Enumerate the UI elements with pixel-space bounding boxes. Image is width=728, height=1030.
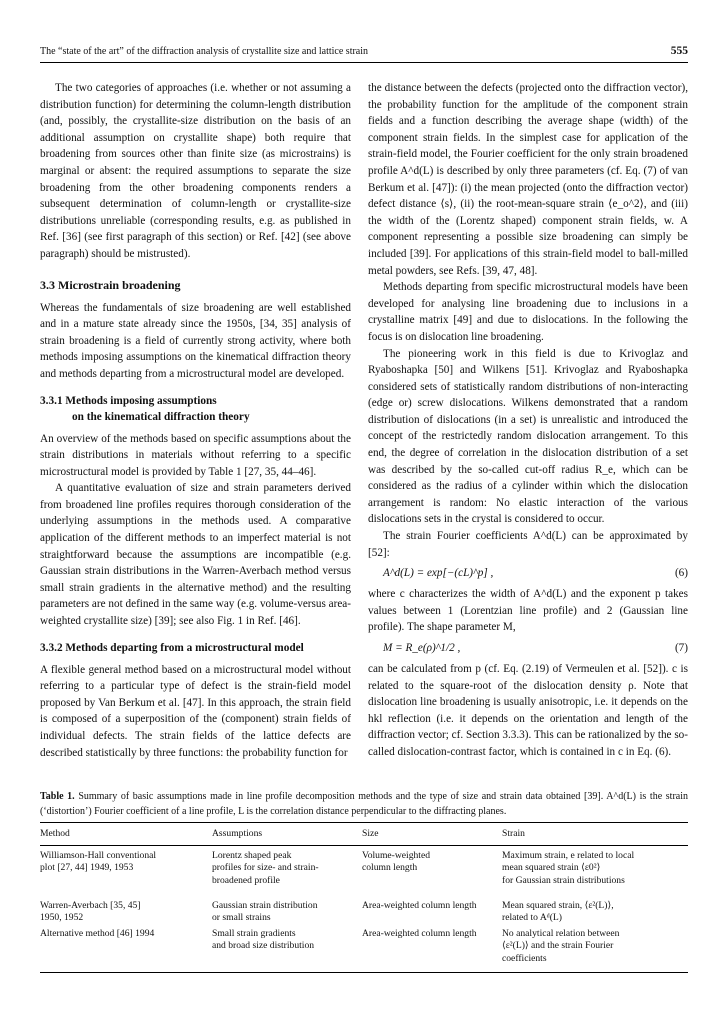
table-header-assumptions: Assumptions <box>212 828 263 839</box>
table-caption-label: Table 1. <box>40 791 75 802</box>
table-row <box>40 924 688 972</box>
cell-line: Area-weighted column length <box>362 900 477 911</box>
equation-6 <box>368 565 688 582</box>
cell-line: No analytical relation between <box>502 928 620 939</box>
subsection-heading-assumptions <box>40 393 351 425</box>
cell-line: profiles for size- and strain- <box>212 862 319 874</box>
cell-line: Mean squared strain, ⟨ε²(L)⟩, <box>502 900 614 911</box>
cell-line: ⟨ε²(L)⟩ and the strain Fourier <box>502 940 614 952</box>
table-header-size: Size <box>362 828 379 839</box>
cell-line: for Gaussian strain distributions <box>502 874 625 886</box>
subsection-heading-line2: on the kinematical diffraction theory <box>72 410 250 423</box>
table-cell-method <box>40 850 200 875</box>
cell-line: Alternative method [46] 1994 <box>40 928 155 939</box>
cell-line: plot [27, 44] 1949, 1953 <box>40 862 134 874</box>
cell-line: Lorentz shaped peak <box>212 850 292 861</box>
paragraph-microstrain-intro: Whereas the fundamentals of size broadening are well established and in a mature state already since the 1950s, [34, 35] analysis of strain broadening is a field of currently strong activity, where both methods imposing assumptions on the kinematical diffraction theory and methods departing from a microstructural model are developed. <box>40 301 351 380</box>
cell-line: Small strain gradients <box>212 928 296 939</box>
cell-line: related to Aᵈ(L) <box>502 912 562 924</box>
cell-line: 1950, 1952 <box>40 912 84 924</box>
cell-line: column length <box>362 862 418 874</box>
paragraph-overview: An overview of the methods based on specific assumptions about the strain distributions in materials without referring to a specific microstructural model is provided by Table 1 [27, 35, 44–46]. <box>40 432 351 478</box>
right-column <box>368 80 688 761</box>
table-cell-size <box>362 928 492 940</box>
table-caption-text: Summary of basic assumptions made in line profile decomposition methods and the type of size and strain data obtained [39]. A^d(L) is the strain (‘distortion’) Fourier coefficient of a line profile, L is the correlation distance perpendicular to the diffracting planes. <box>40 791 688 817</box>
table-cell-size <box>362 900 492 912</box>
table-cell-assumptions <box>212 928 352 953</box>
running-header <box>40 44 688 63</box>
cell-line: or small strains <box>212 912 271 924</box>
cell-line: broadened profile <box>212 874 280 886</box>
table-header-strain: Strain <box>502 828 525 839</box>
cell-line: Volume-weighted <box>362 850 431 861</box>
table-row <box>40 846 688 896</box>
cell-line: Williamson-Hall conventional <box>40 850 157 861</box>
cell-line: Area-weighted column length <box>362 928 477 939</box>
table-row <box>40 896 688 924</box>
cell-line: Warren-Averbach [35, 45] <box>40 900 141 911</box>
paragraph-calculated: can be calculated from p (cf. Eq. (2.19) of Vermeulen et al. [52]). c is related to the square-root of the dislocation density ρ. Note that dislocation line broadening is usually anisotropic, i.e. it depends on the hkl reflection (i.e. it depends on the orientation and length of the diffraction vector; cf. Section 3.3.3). This can be rationalized by the so-called dislocation-contrast factor, which is contained in c in Eq. (6). <box>368 663 688 758</box>
equation-6-body: A^d(L) = exp[−(cL)^p] , <box>383 567 494 580</box>
table-cell-strain <box>502 900 688 925</box>
cell-line: Gaussian strain distribution <box>212 900 318 911</box>
paragraph-approaches: The two categories of approaches (i.e. whether or not assuming a distribution function) for determining the column-length distribution (and, possibly, the crystallite-size distribution on the basis of an additional assumption on crystallite shape) both require that broadening from sources other than finite size (as microstrains) is marginal or absent: the required assumptions to separate the size broadening from the other broadening components renders a subsequent determination of column-length or crystallite-size distributions unreliable (corresponding results, e.g. as published in Ref. [36] (see first paragraph of this section) or Ref. [42] (see above paragraph) should be mistrusted). <box>40 82 351 260</box>
paragraph-pioneering: The pioneering work in this field is due to Krivoglaz and Ryaboshapka [50] and Wilkens [51]. Krivoglaz and Ryaboshapka considered sets of statistically random distributions of non-interacting (edge or) screw dislocations. Wilkens demonstrated that a random distribution of dislocations (in a set) is unrealistic and introduced the concept of the restrictedly random dislocation arrangement. To this end, the degree of correlation in the dislocation distribution of a set was described by the so-called cut-off radius R_e, which can be considered as the radius of a cylinder within which the dislocation arrangement is random: No elastic interaction of the various dislocations sets in the crystal is considered to occur. <box>368 347 688 526</box>
cell-line: mean squared strain ⟨ε0²⟩ <box>502 862 601 874</box>
page-number: 555 <box>670 45 688 57</box>
subsection-heading-line1: 3.3.1 Methods imposing assumptions <box>40 394 217 407</box>
running-title: The “state of the art” of the diffraction analysis of crystallite size and lattice strain <box>40 46 369 57</box>
paragraph-quantitative: A quantitative evaluation of size and strain parameters derived from broadened line profiles requires thorough consideration of the underlying assumptions in the methods used. A comparative application of the different methods to an imperfect material is not straightforward because the assumptions are incompatible (e.g. Gaussian strain distributions in the Warren-Averbach method versus small strain gradients in the alternative method) and the resulting parameters are not defined in the same way (e.g. volume-versus area-weighted crystallite size) [39]; see also Fig. 1 in Ref. [46]. <box>40 482 351 628</box>
equation-7 <box>368 640 688 657</box>
table-cell-strain <box>502 928 688 965</box>
equation-7-number: (7) <box>674 642 688 654</box>
cell-line: coefficients <box>502 952 547 964</box>
table-cell-method <box>40 900 200 925</box>
table-cell-size <box>362 850 492 875</box>
summary-table <box>40 822 688 973</box>
subsection-heading-microstructural: 3.3.2 Methods departing from a microstructural model <box>40 641 304 654</box>
paragraph-specific-models: Methods departing from specific microstructural models have been developed for analysing line broadening due to inclusions in a crystalline matrix [49] and due to dislocations. In the following the focus is on dislocation line broadening. <box>368 281 688 343</box>
cell-line: Maximum strain, e related to local <box>502 850 635 861</box>
table-cell-assumptions <box>212 850 352 887</box>
paragraph-distance: the distance between the defects (projected onto the diffraction vector), the probability function for the amplitude of the component strain fields and a function describing the average shape (width) of the component strain fields. In the simplest case for application of the strain-field model, the Fourier coefficient for the only strain broadened profile A^d(L) is described by only three parameters (cf. Eq. (7) of van Berkum et al. [47]): (i) the mean projected (onto the diffraction vector) defect distance ⟨s⟩, (ii) the root-mean-square strain ⟨e_o^2⟩, and (iii) the width of the (Lorentz shaped) component strain fields, w. A component representing a possible size broadening can simply be included [39]. For applications of this strain-field model to ball-milled metal powders, see Refs. [39, 47, 48]. <box>368 82 688 277</box>
section-heading-microstrain: 3.3 Microstrain broadening <box>40 277 181 292</box>
equation-7-body: M = R_e(ρ)^1/2 , <box>383 642 461 654</box>
table-caption <box>40 789 688 819</box>
paragraph-strain-fourier: The strain Fourier coefficients A^d(L) can be approximated by [52]: <box>368 530 688 559</box>
paragraph-flexible-method: A flexible general method based on a microstructural model without referring to a particular type of defect is the strain-field model proposed by Van Berkum et al. [47]. In this approach, the strain field is composed of a superposition of the (component) strain fields of individual defects. The strain fields of the lattice defects are described statistically by three functions: the probability function for <box>40 663 351 759</box>
equation-6-number: (6) <box>674 567 688 580</box>
left-column <box>40 80 351 761</box>
paragraph-exponent: where c characterizes the width of A^d(L) and the exponent p takes values between 1 (Lorentzian line profile) and 2 (Gaussian line profile). The shape parameter M, <box>368 588 688 634</box>
table-cell-strain <box>502 850 688 887</box>
table-header-method: Method <box>40 828 70 839</box>
table-cell-assumptions <box>212 900 352 925</box>
cell-line: and broad size distribution <box>212 940 315 952</box>
table-cell-method <box>40 928 200 940</box>
table-header-row <box>40 823 688 846</box>
